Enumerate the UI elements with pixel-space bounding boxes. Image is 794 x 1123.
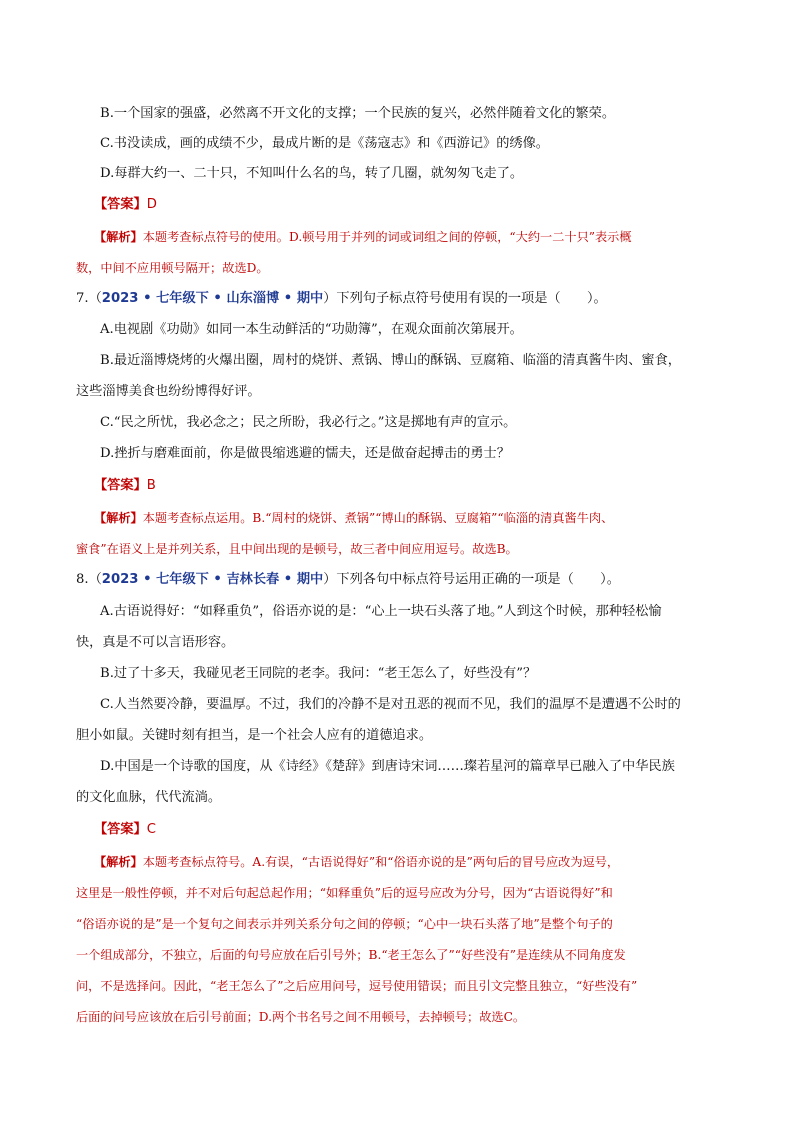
q8-option-b: B.过了十多天，我碰见老王同院的老李。我问：“老王怎么了，好些没有”？ <box>100 666 537 681</box>
question-source: 2023 • 七年级下 • 吉林长春 • 期中 <box>101 572 324 587</box>
q7-option-d: D.挫折与磨难面前，你是做畏缩逃避的懦夫，还是做奋起搏击的勇士？ <box>100 446 510 461</box>
q8-option-a-line-2: 快，真是不可以言语形容。 <box>76 635 235 650</box>
answer-value: B <box>146 478 156 493</box>
answer-value: C <box>146 822 156 837</box>
q7-option-a: A.电视剧《功勋》如同一本生动鲜活的“功勋簿”，在观众面前次第展开。 <box>100 322 523 337</box>
q8-explanation-line-3: “俗语亦说的是”是一个复句之间表示并列关系分句之间的停顿；“心中一块石头落了地”是整个句子的 <box>76 917 613 931</box>
source-open: （ <box>88 291 102 306</box>
q8-explanation-line-1 <box>94 852 619 872</box>
answer-tag: 【答案】 <box>94 478 147 493</box>
explanation-text: 本题考查标点符号。A.有误，“古语说得好”和“俗语亦说的是”两句后的冒号应改为逗号， <box>142 855 620 869</box>
source-close: ） <box>323 572 337 587</box>
q8-stem <box>76 570 620 590</box>
q8-explanation-line-6: 后面的问号应该放在后引号前面；D.两个书名号之间不用顿号，去掉顿号；故选C。 <box>76 1010 526 1024</box>
q7-stem <box>76 289 607 309</box>
explanation-tag: 【解析】 <box>94 230 143 244</box>
q7-option-b-line-2: 这些淄博美食也纷纷博得好评。 <box>76 384 261 399</box>
q6-explanation-line-1 <box>94 227 632 247</box>
q7-explanation-line-2: 蜜食”在语义上是并列关系，且中间出现的是顿号，故三者中间应用逗号。故选B。 <box>76 542 518 556</box>
explanation-tag: 【解析】 <box>94 855 143 869</box>
explanation-tag: 【解析】 <box>94 511 143 525</box>
answer-value: D <box>146 197 157 212</box>
answer-tag: 【答案】 <box>94 197 147 212</box>
q8-explanation-line-2: 这里是一般性停顿，并不对后句起总起作用；“如释重负”后的逗号应改为分号，因为“古语说得好”和 <box>76 886 613 900</box>
explanation-text: 本题考查标点运用。B.“周村的烧饼、煮锅”“博山的酥锅、豆腐箱”“临淄的清真酱牛肉、 <box>142 511 614 525</box>
source-open: （ <box>88 572 102 587</box>
question-number: 8. <box>76 572 89 587</box>
q8-explanation-line-5: 问，不是选择问。因此，“老王怎么了”之后应用问号，逗号使用错误；而且引文完整且独立，“好些没有” <box>76 979 638 993</box>
q6-answer <box>94 195 157 215</box>
question-stem: 下列各句中标点符号运用正确的一项是（ ）。 <box>336 572 620 587</box>
q8-explanation-line-4: 一个组成部分，不独立，后面的句号应放在后引号外；B.“老王怎么了”“好些没有”是连续从不同角度发 <box>76 948 626 962</box>
q6-option-b: B.一个国家的强盛，必然离不开文化的支撑；一个民族的复兴，必然伴随着文化的繁荣。 <box>100 106 616 121</box>
q7-answer <box>94 476 156 496</box>
q8-option-d-line-2: 的文化血脉，代代流淌。 <box>76 790 222 805</box>
source-close: ） <box>323 291 337 306</box>
q8-option-c-line-1: C.人当然要冷静，要温厚。不过，我们的冷静不是对丑恶的视而不见，我们的温厚不是遭遇不公时的 <box>100 697 681 712</box>
question-stem: 下列句子标点符号使用有误的一项是（ ）。 <box>336 291 607 306</box>
q7-option-c: C.“民之所忧，我必念之；民之所盼，我必行之。”这是掷地有声的宣示。 <box>100 415 517 430</box>
q7-explanation-line-1 <box>94 508 613 528</box>
q6-option-d: D.每群大约一、二十只，不知叫什么名的鸟，转了几圈，就匆匆飞走了。 <box>100 166 524 181</box>
q7-option-b-line-1: B.最近淄博烧烤的火爆出圈，周村的烧饼、煮锅、博山的酥锅、豆腐箱、临淄的清真酱牛肉、蜜食， <box>100 353 681 368</box>
q8-option-d-line-1: D.中国是一个诗歌的国度，从《诗经》《楚辞》到唐诗宋词……璨若星河的篇章早已融入了中华民族 <box>100 759 675 774</box>
q8-answer <box>94 820 156 840</box>
question-source: 2023 • 七年级下 • 山东淄博 • 期中 <box>101 291 324 306</box>
question-number: 7. <box>76 291 89 306</box>
explanation-text: 本题考查标点符号的使用。D.顿号用于并列的词或词组之间的停顿，“大约一二十只”表示概 <box>142 230 632 244</box>
q8-option-a-line-1: A.古语说得好：“如释重负”，俗语亦说的是：“心上一块石头落了地。”人到这个时候，那种轻松愉 <box>100 604 662 619</box>
answer-tag: 【答案】 <box>94 822 147 837</box>
q6-explanation-line-2: 数，中间不应用顿号隔开；故选D。 <box>76 261 269 275</box>
q8-option-c-line-2: 胆小如鼠。关键时刻有担当，是一个社会人应有的道德追求。 <box>76 728 433 743</box>
q6-option-c: C.书没读成，画的成绩不少，最成片断的是《荡寇志》和《西游记》的绣像。 <box>100 136 549 151</box>
